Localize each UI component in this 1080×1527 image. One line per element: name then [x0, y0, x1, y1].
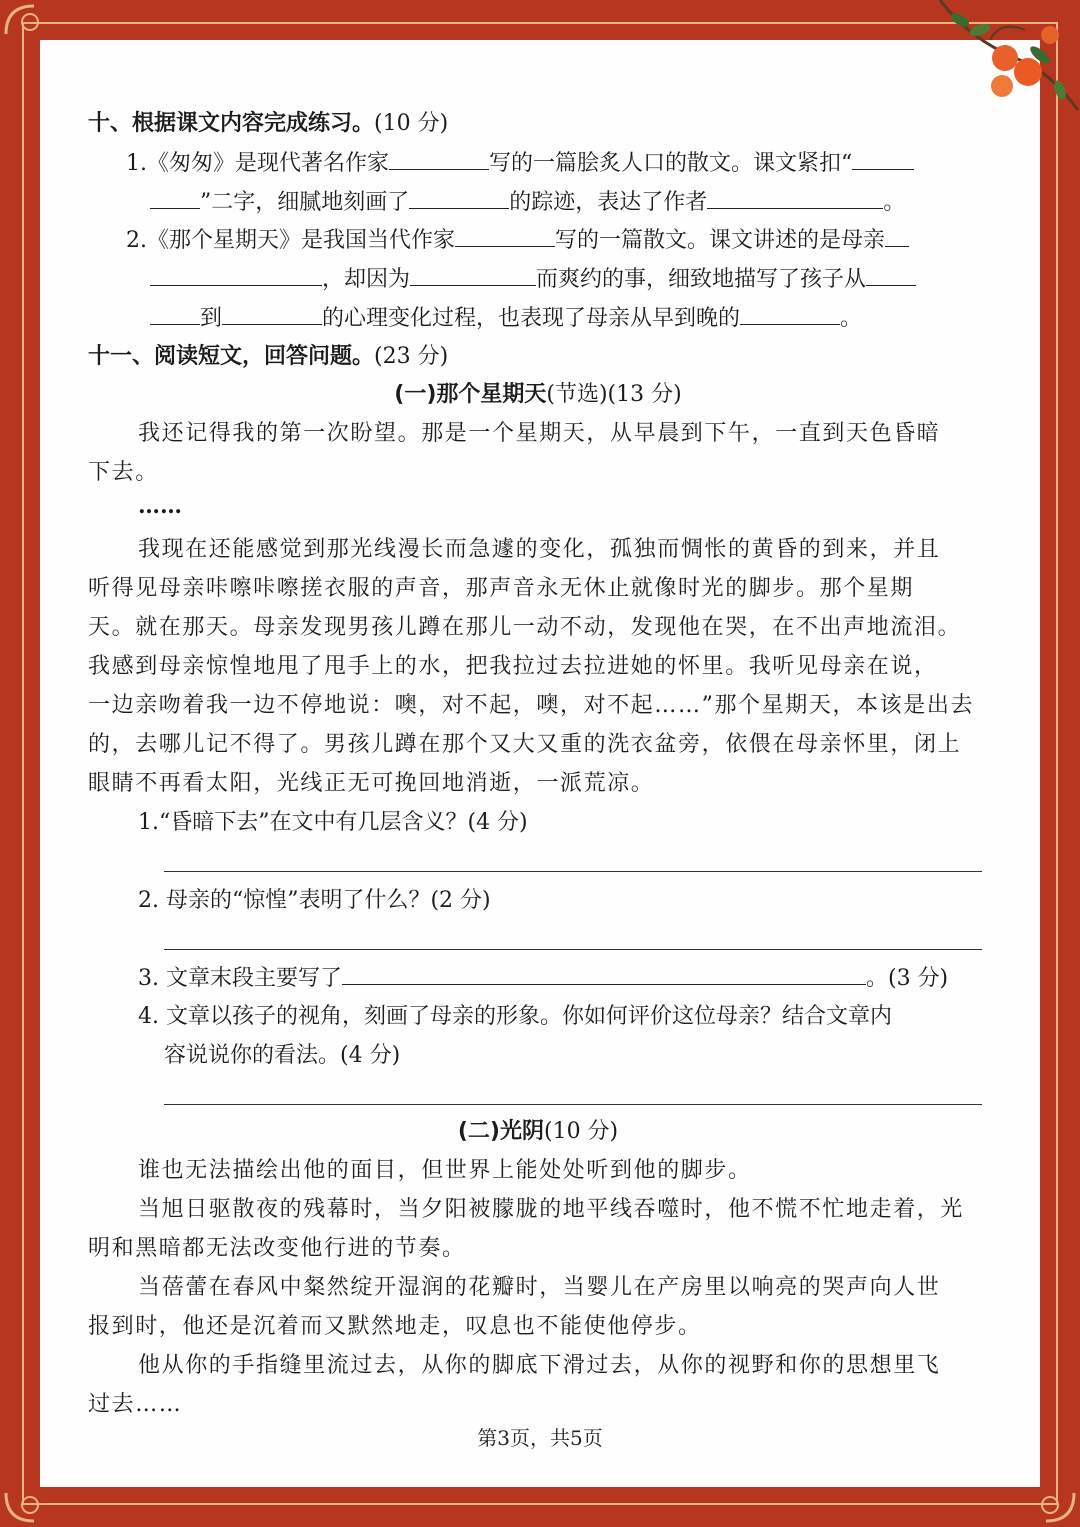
q10-2-text-g: 。 [840, 306, 863, 331]
q10-2-line2 [150, 261, 916, 293]
blank-mother-promise-part1[interactable] [885, 222, 909, 247]
blank-keyword-part1[interactable] [852, 145, 914, 170]
section-heading-text: 十一、阅读短文，回答问题。 [88, 344, 375, 369]
corner-ornament-icon [1020, 1487, 1080, 1527]
blank-author-2[interactable] [455, 222, 555, 247]
reading-question-2: 2. 母亲的“惊惶”表明了什么？(2 分) [138, 888, 491, 913]
passage-1-title [88, 377, 988, 408]
passage-2-title [88, 1114, 988, 1145]
passage-1-line: 眼睛不再看太阳，光线正无可挽回地消逝，一派荒凉。 [88, 771, 655, 796]
q10-1-text-c: ”二字，细腻地刻画了 [200, 190, 410, 215]
passage-title-text: (二)光阴 [457, 1119, 544, 1144]
passage-2-line: 过去…… [88, 1392, 183, 1417]
answer-line[interactable] [164, 870, 982, 872]
blank-from-part2[interactable] [150, 300, 200, 325]
passage-1-line: 天。就在那天。母亲发现男孩儿蹲在那儿一动不动，发现他在哭，在不出声地流泪。 [88, 615, 962, 640]
passage-1-line: 我现在还能感觉到那光线漫长而急遽的变化，孤独而惆怅的黄昏的到来，并且 [138, 537, 941, 562]
reading-question-4: 4. 文章以孩子的视角，刻画了母亲的形象。你如何评价这位母亲？结合文章内 [138, 1004, 892, 1029]
answer-blank[interactable] [342, 960, 866, 985]
answer-line[interactable] [164, 1103, 982, 1105]
q10-1-line1 [126, 145, 914, 177]
q10-2-text-c: ，却因为 [322, 267, 411, 292]
passage-2-line: 他从你的手指缝里流过去，从你的脚底下滑过去，从你的视野和你的思想里飞 [138, 1353, 941, 1378]
section-score: (10 分) [374, 111, 449, 136]
passage-title-note: (10 分) [543, 1119, 619, 1144]
passage-2-line: 明和黑暗都无法改变他行进的节奏。 [88, 1236, 466, 1261]
passage-1-line: 我感到母亲惊惶地甩了甩手上的水，把我拉过去拉进她的怀里。我听见母亲在说， [88, 654, 938, 679]
blank-mother-promise-part2[interactable] [150, 261, 322, 286]
passage-1-line: 听得见母亲咔嚓咔嚓搓衣服的声音，那声音永无休止就像时光的脚步。那个星期 [88, 576, 915, 601]
q10-2-text-f: 的心理变化过程，也表现了母亲从早到晚的 [322, 306, 741, 331]
section-10-heading [88, 106, 448, 137]
q10-2-line1 [126, 222, 909, 254]
passage-2-line: 报到时，他还是沉着而又默然地走，叹息也不能使他停步。 [88, 1314, 702, 1339]
passage-2-line: 当旭日驱散夜的残幕时，当夕阳被朦胧的地平线吞噬时，他不慌不忙地走着，光 [138, 1197, 965, 1222]
q10-1-line2 [150, 184, 905, 216]
q10-1-text-a: 1.《匆匆》是现代著名作家 [126, 151, 389, 176]
blank-keyword-part2[interactable] [150, 184, 200, 209]
q10-1-text-b: 写的一篇脍炙人口的散文。课文紧扣“ [489, 151, 853, 176]
q10-2-text-a: 2.《那个星期天》是我国当代作家 [126, 228, 455, 253]
passage-1-line: 下去。 [88, 460, 159, 485]
reading-question-3 [138, 960, 948, 992]
passage-ellipsis: …… [138, 493, 182, 519]
q10-2-line3 [150, 300, 862, 332]
blank-to[interactable] [222, 300, 322, 325]
blank-mother-day[interactable] [740, 300, 840, 325]
blank-author[interactable] [389, 145, 489, 170]
answer-line[interactable] [164, 948, 982, 950]
section-11-heading [88, 339, 448, 370]
question-3-score: 。(3 分) [865, 966, 949, 991]
q10-1-text-e: 。 [883, 190, 906, 215]
passage-title-note: (节选)(13 分) [546, 382, 682, 407]
q10-2-text-d: 而爽约的事，细致地描写了孩子从 [536, 267, 867, 292]
blank-from-part1[interactable] [866, 261, 916, 286]
passage-title-text: (一)那个星期天 [394, 382, 547, 407]
blank-feeling[interactable] [707, 184, 883, 209]
blank-trace[interactable] [409, 184, 509, 209]
passage-2-line: 当蓓蕾在春风中粲然绽开湿润的花瓣时，当婴儿在产房里以响亮的哭声向人世 [138, 1275, 941, 1300]
blank-reason[interactable] [410, 261, 536, 286]
question-3-text: 3. 文章末段主要写了 [138, 966, 342, 991]
passage-1-line: 的，去哪儿记不得了。男孩儿蹲在那个又大又重的洗衣盆旁，依偎在母亲怀里，闭上 [88, 732, 962, 757]
section-score: (23 分) [374, 344, 449, 369]
q10-2-text-b: 写的一篇散文。课文讲述的是母亲 [555, 228, 886, 253]
corner-ornament-icon [0, 1487, 60, 1527]
section-heading-text: 十、根据课文内容完成练习。 [88, 111, 375, 136]
q10-1-text-d: 的踪迹，表达了作者 [509, 190, 708, 215]
passage-2-line: 谁也无法描绘出他的面目，但世界上能处处听到他的脚步。 [138, 1158, 752, 1183]
passage-1-line: 一边亲吻着我一边不停地说：噢，对不起，噢，对不起……”那个星期天，本该是出去 [88, 693, 975, 718]
q10-2-text-e: 到 [200, 306, 223, 331]
reading-question-4-cont: 容说说你的看法。(4 分) [164, 1043, 401, 1068]
corner-ornament-icon [0, 0, 60, 40]
persimmon-branch-icon [930, 0, 1080, 120]
passage-1-line: 我还记得我的第一次盼望。那是一个星期天，从早晨到下午，一直到天色昏暗 [138, 421, 941, 446]
reading-question-1: 1.“昏暗下去”在文中有几层含义？(4 分) [138, 810, 528, 835]
page-number: 第3页，共5页 [477, 1426, 603, 1450]
